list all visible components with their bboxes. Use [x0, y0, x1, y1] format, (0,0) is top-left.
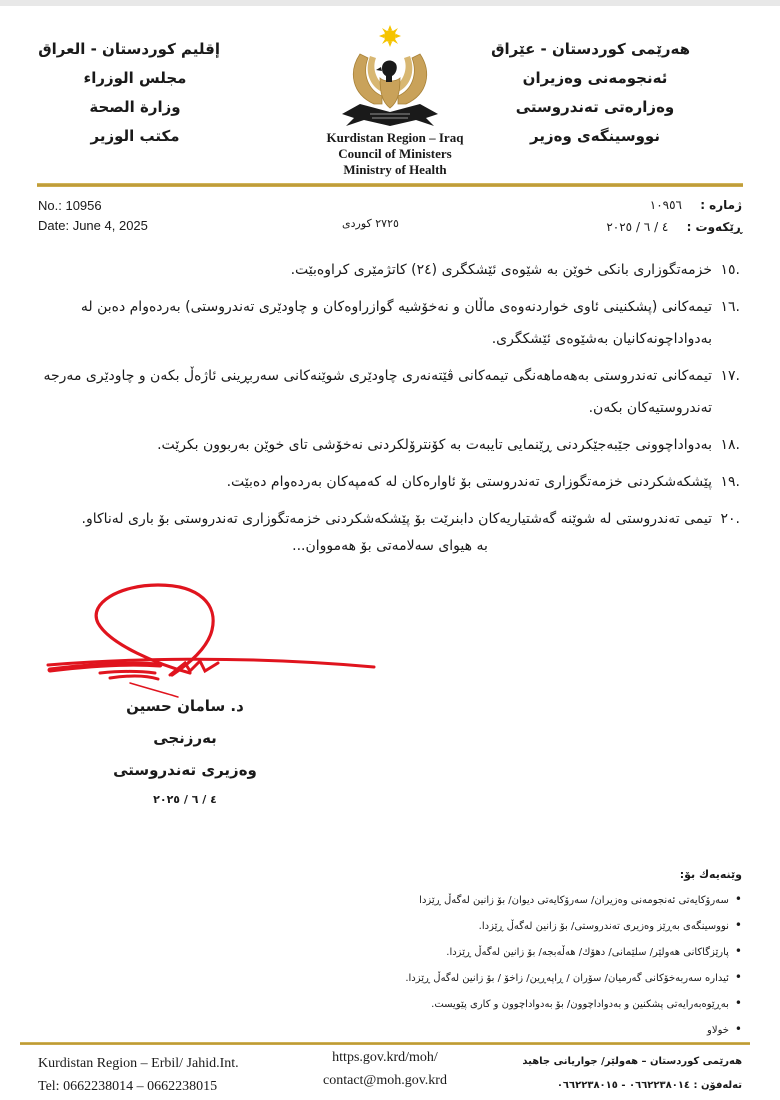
item-text: تیمەکانی تەندروستی بەهەماهەنگی تیمەکانی ڤێتەنەری چاودێری شوێنەکانی سەربڕینی ئاژەڵ بکەن و چاودێری مەرجە تەندروستیەکان بکەن.: [43, 368, 712, 416]
reference-english: [38, 196, 148, 236]
item-number: .١٥: [720, 262, 740, 278]
list-item: [40, 466, 740, 498]
reference-date-ku-label: ڕێکەوت :: [686, 220, 742, 234]
item-text: خزمەتگوزاری بانکی خوێن بە شێوەی ئێشکگری (٢٤) کاتژمێری کراوەبێت.: [290, 262, 712, 278]
footer-contact: [305, 1046, 465, 1092]
copy-to-list: [342, 887, 742, 1043]
reference-number-ku-label: ژمارە :: [700, 198, 742, 212]
reference-date: [38, 216, 148, 236]
item-number: .٢٠: [720, 511, 740, 527]
item-text: تیمەکانی (پشکنینی ئاوی خواردنەوەی ماڵان و نەخۆشیە گوازراوەکان و چاودێری تەندروستی) بەردەوام دەبن لە بەدواداچونەکانیان بەشێوەی ئێشکگری.: [80, 299, 712, 347]
footer-phone: Tel: 0662238014 – 0662238015: [38, 1079, 218, 1094]
copy-to-item: • خولاو: [342, 1017, 742, 1043]
copy-to-item: • ئیدارە سەربەخۆکانی گەرمیان/ سۆران / ڕاپەڕین/ زاخۆ / بۆ زانین لەگەڵ ڕێزدا.: [342, 965, 742, 991]
header-arabic-line: مكتب الوزير: [90, 127, 180, 145]
closing-line: بە هیوای سەلامەتی بۆ هەمووان...: [292, 538, 488, 554]
footer-website-link[interactable]: https.gov.krd/moh/: [332, 1050, 438, 1065]
list-item: [40, 291, 740, 355]
header-kurdish-line: نووسینگەی وەزیر: [530, 127, 660, 145]
header-english-line: Council of Ministers: [338, 146, 452, 161]
header-arabic-line: مجلس الوزراء: [83, 69, 187, 87]
footer-address: Kurdistan Region – Erbil/ Jahid.Int.: [38, 1056, 239, 1071]
signatory-title: وەزیری تەندروستی: [113, 761, 257, 779]
signature-date: ٤ / ٦ / ٢٠٢٥: [153, 793, 217, 806]
item-number: .١٧: [720, 368, 740, 384]
reference-date-ku-value: ٤ / ٦ / ٢٠٢٥: [606, 220, 669, 234]
reference-date-label: Date:: [38, 218, 70, 233]
footer-english: [38, 1052, 239, 1098]
copy-to-title: وێنەیەك بۆ:: [679, 868, 742, 881]
header-kurdish-line: ئەنجومەنی وەزیران: [522, 69, 668, 87]
header-arabic: [38, 35, 220, 151]
reference-date-value: June 4, 2025: [72, 218, 148, 233]
footer-address-ku: هەرێمی کوردستان – هەولێر/ جواریانی جاهید: [522, 1056, 742, 1067]
copy-to-item: • سەرۆکایەتی ئەنجومەنی وەزیران/ سەرۆکایەتی دیوان/ بۆ زانین لەگەڵ ڕێزدا: [342, 887, 742, 913]
header-arabic-line: إقليم كوردستان - العراق: [38, 40, 220, 58]
footer-kurdish: [522, 1050, 742, 1098]
header-english-line: Kurdistan Region – Iraq: [326, 130, 464, 145]
reference-number-value: 10956: [65, 198, 102, 213]
list-item: [40, 503, 740, 535]
reference-date-ku: [606, 216, 742, 238]
kurdistan-eagle-emblem-icon: [330, 22, 450, 130]
header-kurdish: [491, 35, 690, 151]
copy-to-item: • بەڕێوەبەرایەتی پشکنین و بەدواداچوون/ بۆ بەدواداچوون و کاری پێویست.: [342, 991, 742, 1017]
copy-to-section: [342, 868, 742, 1043]
item-text: بەدواداچوونی جێبەجێکردنی ڕێنمایی تایبەت بە کۆنترۆلکردنی نەخۆشی تای خوێن بەربوون بکرێت.: [157, 437, 712, 453]
footer-divider: [20, 1042, 750, 1045]
kurdish-year: ٢٧٢٥ کوردی: [342, 217, 399, 230]
reference-kurdish: [606, 194, 742, 238]
list-item: [40, 360, 740, 424]
item-number: .١٩: [720, 474, 740, 490]
reference-number: [38, 196, 148, 216]
footer-phone-ku: تەلەفۆن : ٠٦٦٢٢٣٨٠١٤ - ٠٦٦٢٢٣٨٠١٥: [556, 1080, 742, 1091]
list-item: [40, 429, 740, 461]
reference-number-ku: [606, 194, 742, 216]
item-text: پێشکەشکردنی خزمەتگوزاری تەندروستی بۆ ئاوارەکان لە کەمپەکان بەردەوام دەبێت.: [226, 474, 712, 490]
copy-to-item: • پارێزگاکانی هەولێر/ سلێمانی/ دهۆك/ هەڵەبجە/ بۆ زانین لەگەڵ ڕێزدا.: [342, 939, 742, 965]
reference-number-ku-value: ١٠٩٥٦: [649, 198, 682, 212]
header-english: [300, 130, 490, 178]
item-number: .١٨: [720, 437, 740, 453]
header-english-line: Ministry of Health: [343, 162, 447, 177]
header-arabic-line: وزارة الصحة: [89, 98, 181, 116]
directive-list: [40, 254, 740, 540]
copy-to-item: • نووسینگەی بەڕێز وەزیری تەندروستی/ بۆ زانین لەگەڵ ڕێزدا.: [342, 913, 742, 939]
list-item: [40, 254, 740, 286]
footer-email-link[interactable]: contact@moh.gov.krd: [323, 1073, 447, 1088]
reference-number-label: No.:: [38, 198, 62, 213]
signature-scribble: [40, 575, 380, 700]
header-kurdish-line: وەزارەتی تەندروستی: [515, 98, 675, 116]
signatory-name: د. سامان حسین بەرزنجی: [126, 697, 244, 747]
signatory: [100, 690, 270, 814]
item-text: تیمی تەندروستی لە شوێنە گەشتیاریەکان دابنرێت بۆ پێشکەشکردنی خزمەتگوزاری تەندروستی بۆ باری لەناکاو.: [81, 511, 712, 527]
item-number: .١٦: [720, 299, 740, 315]
top-band: [0, 0, 780, 6]
header-kurdish-line: هەرێمی کوردستان - عێراق: [491, 40, 690, 58]
header-divider: [37, 183, 743, 187]
